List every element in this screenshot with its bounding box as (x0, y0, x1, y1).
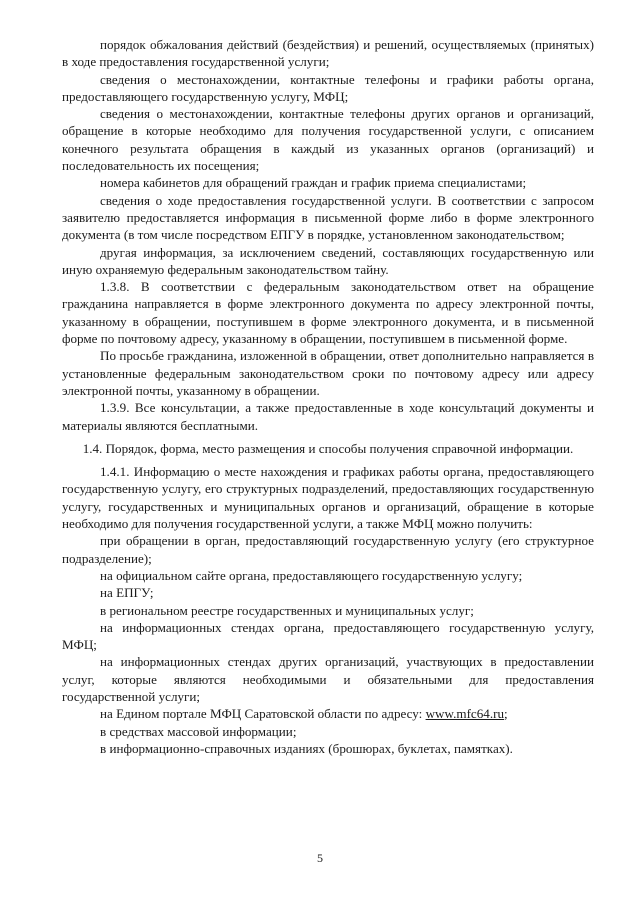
list-item-organ-visit: при обращении в орган, предоставляющий государственную услугу (его структурное подразделение); (62, 533, 594, 566)
mfc-portal-suffix: ; (504, 706, 508, 722)
list-item-other-stands: на информационных стендах других организаций, участвующих в предоставлении услуг, которые являются необходимыми и обязательными для предоставления государственной услуги; (62, 654, 594, 704)
paragraph-organ-location: сведения о местонахождении, контактные телефоны и графики работы органа, предоставляющего государственную услугу, МФЦ; (62, 71, 594, 104)
paragraph-citizen-request: По просьбе гражданина, изложенной в обращении, ответ дополнительно направляется в установленные федеральным законодательством сроки по почтовому адресу или адресу электронной почты, указанному в обращении. (62, 348, 594, 398)
paragraph-1-3-8: 1.3.8. В соответствии с федеральным законодательством ответ на обращение гражданина направляется в форме электронного документа по адресу электронной почты, указанному в обращении, поступившем в форме электронного документа, и в письменной форме по почтовому адресу, указанному в обращении, поступившем в письменной форме. (62, 279, 594, 347)
mfc-portal-link[interactable]: www.mfc64.ru (425, 706, 505, 722)
list-item-mass-media: в средствах массовой информации; (100, 723, 297, 739)
paragraph-1-3-9: 1.3.9. Все консультации, а также предоставленные в ходе консультаций документы и материалы являются бесплатными. (62, 400, 594, 433)
page-number: 5 (317, 851, 323, 865)
section-heading-1-4: 1.4. Порядок, форма, место размещения и способы получения справочной информации. (82, 440, 574, 456)
mfc-portal-prefix: на Едином портале МФЦ Саратовской области по адресу: (100, 706, 426, 722)
list-item-epgu: на ЕПГУ; (100, 585, 154, 601)
list-item-organ-stands: на информационных стендах органа, предоставляющего государственную услугу, МФЦ; (62, 619, 594, 653)
paragraph-other-info: другая информация, за исключением сведений, составляющих государственную или иную охраняемую федеральным законодательством тайну. (62, 244, 594, 277)
list-item-reference-editions: в информационно-справочных изданиях (брошюрах, буклетах, памятках). (100, 740, 513, 756)
paragraph-office-numbers: номера кабинетов для обращений граждан и график приема специалистами; (100, 175, 527, 191)
paragraph-appeal-procedure: порядок обжалования действий (бездействия) и решений, осуществляемых (принятых) в ходе предоставления государственной услуги; (62, 37, 594, 70)
list-item-mfc-portal (62, 705, 594, 722)
paragraph-other-organs: сведения о местонахождении, контактные телефоны других органов и организаций, обращение в которые необходимо для получения государственной услуги, с описанием конечного результата обращения в каждый из указанных органов (организаций) и последовательность их посещения; (62, 106, 594, 174)
list-item-official-site: на официальном сайте органа, предоставляющего государственную услугу; (100, 567, 523, 583)
list-item-regional-registry: в региональном реестре государственных и муниципальных услуг; (100, 602, 474, 618)
document-page (62, 36, 594, 757)
paragraph-1-4-1: 1.4.1. Информацию о месте нахождения и графиках работы органа, предоставляющего государственную услугу, его структурных подразделений, предоставляющих государственную услугу, государственных и муниципальных органов и организаций, обращение в которые необходимо для получения государственной услуги, а также МФЦ можно получить: (62, 464, 594, 532)
paragraph-service-progress: сведения о ходе предоставления государственной услуги. В соответствии с запросом заявителю предоставляется информация в письменной форме либо в форме электронного документа (в том числе посредством ЕПГУ в порядке, установленном законодательством; (62, 192, 594, 243)
